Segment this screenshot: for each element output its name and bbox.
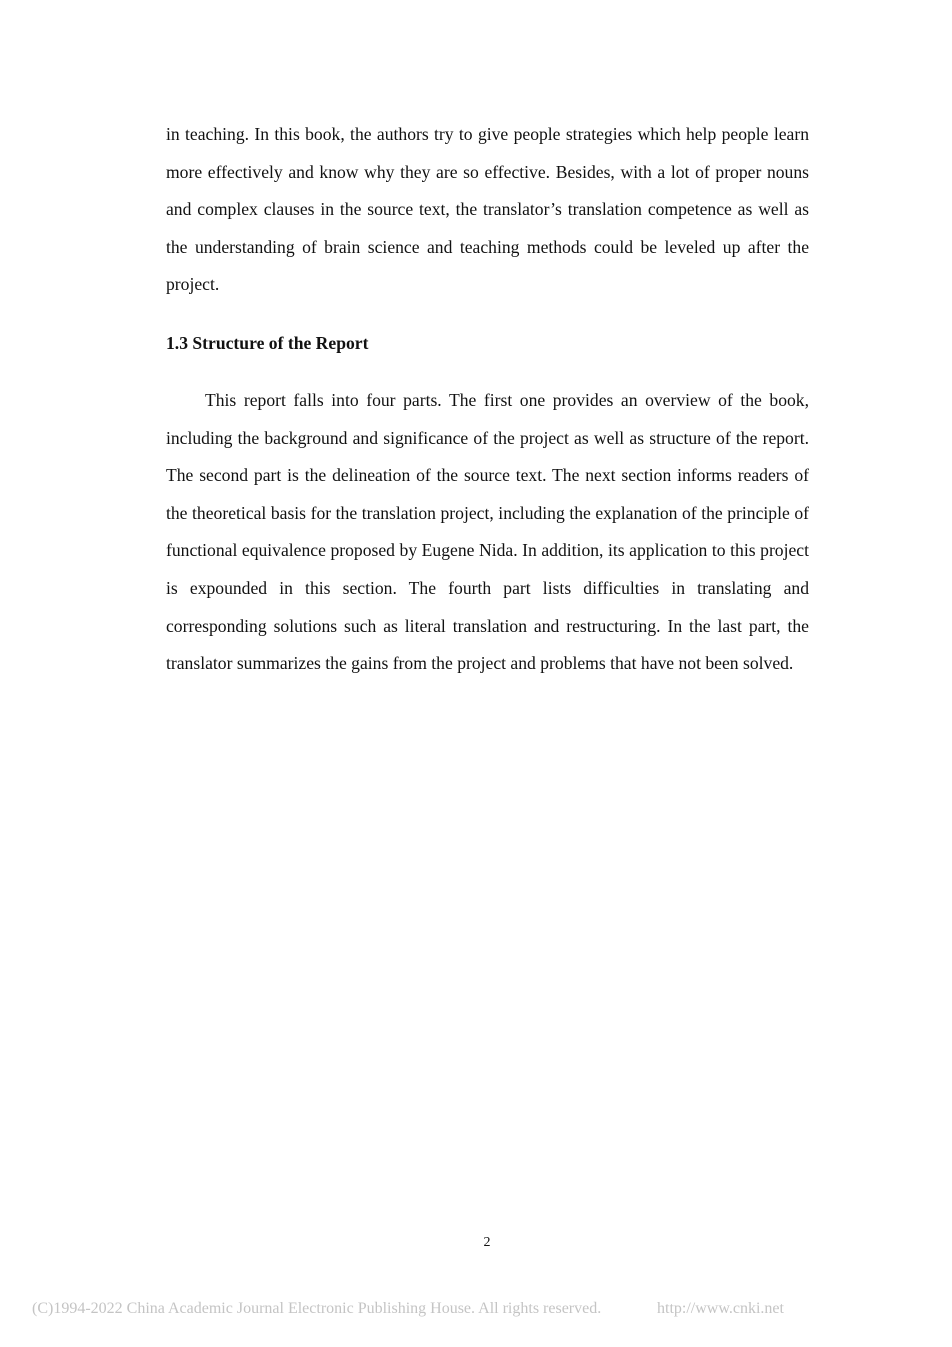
page-number: 2 (483, 1235, 491, 1250)
body-paragraph: This report falls into four parts. The first one provides an overview of the book, including the background and significance of the project as well as structure of the report. The second part is the delineation of the source text. The next section informs readers of the theoretical basis for the translation project, including the explanation of the principle of functional equivalence proposed by Eugene Nida. In addition, its application to this project is expounded in this section. The fourth part lists difficulties in translating and corresponding solutions such as literal translation and restructuring. In the last part, the translator summarizes the gains from the project and problems that have not been solved. (166, 390, 809, 674)
body-paragraph: in teaching. In this book, the authors try to give people strategies which help people learn more effectively and know why they are so effective. Besides, with a lot of proper nouns and complex clauses in the source text, the translator’s translation competence as well as the understanding of brain science and teaching methods could be leveled up after the project. (166, 124, 809, 295)
footer-url: http://www.cnki.net (657, 1300, 784, 1317)
footer-copyright: (C)1994-2022 China Academic Journal Electronic Publishing House. All rights reserved. (32, 1300, 602, 1317)
section-heading: 1.3 Structure of the Report (166, 333, 369, 353)
